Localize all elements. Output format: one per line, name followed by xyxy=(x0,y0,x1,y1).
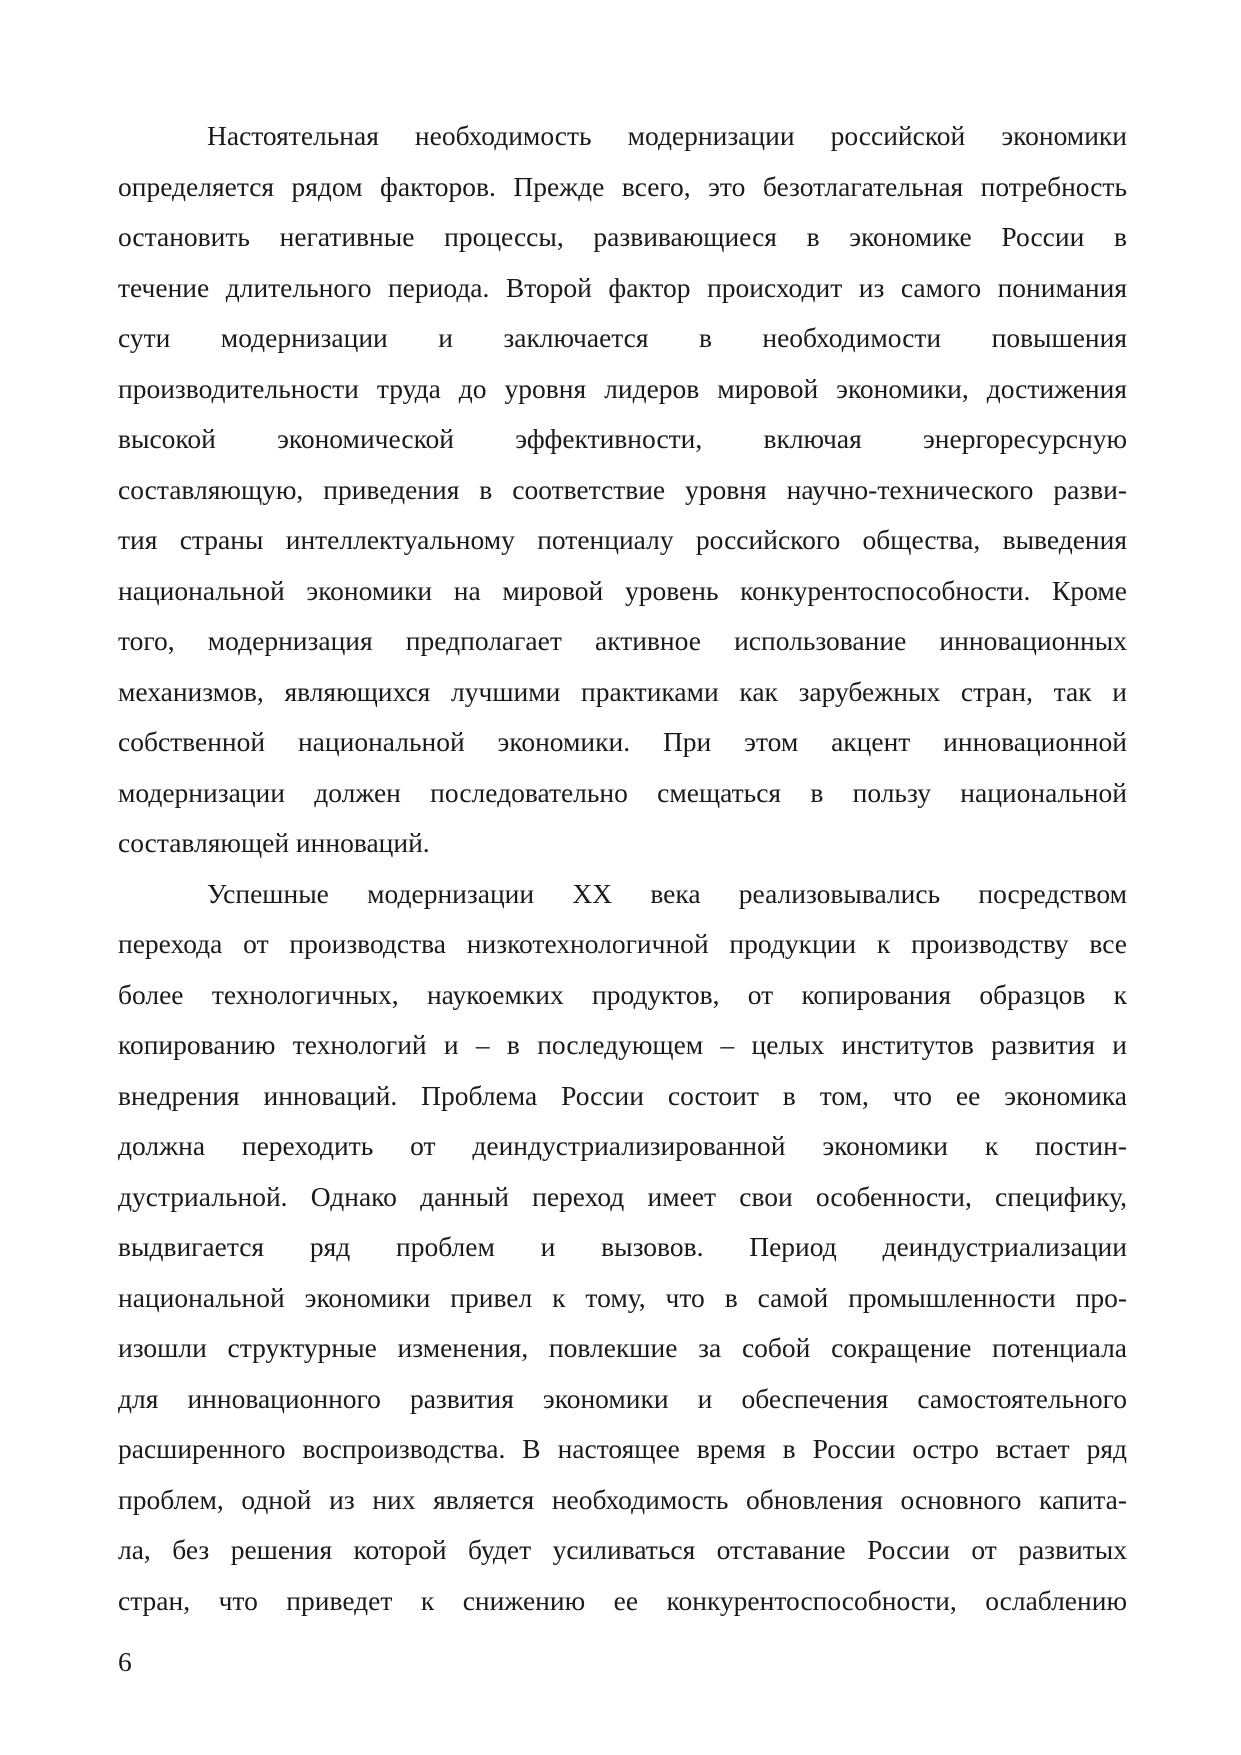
text-line: внедрения инноваций. Проблема России состоит в том, что ее экономика xyxy=(118,1079,1127,1111)
text-line: Настоятельная необходимость модернизации российской экономики xyxy=(207,120,1127,151)
text-line: составляющей инноваций. xyxy=(118,827,430,858)
text-line: высокой экономической эффективности, включая энергоресурсную xyxy=(118,423,1127,454)
text-line: расширенного воспроизводства. В настоящее время в России остро встает ряд xyxy=(118,1433,1127,1464)
text-line: выдвигается ряд проблем и вызовов. Период деиндустриализации xyxy=(118,1231,1127,1262)
body-text xyxy=(118,111,1127,1626)
text-line: течение длительного периода. Второй фактор происходит из самого понимания xyxy=(118,271,1127,303)
text-line: стран, что приведет к снижению ее конкурентоспособности, ослаблению xyxy=(118,1584,1127,1616)
text-line: перехода от производства низкотехнологичной продукции к производству все xyxy=(118,928,1127,959)
text-line: модернизации должен последовательно смещаться в пользу национальной xyxy=(118,776,1127,808)
text-line: составляющую, приведения в соответствие уровня научно-технического разви- xyxy=(118,473,1127,505)
page-number: 6 xyxy=(118,1646,132,1677)
text-line: производительности труда до уровня лидеров мировой экономики, достижения xyxy=(118,372,1127,404)
text-line: механизмов, являющихся лучшими практиками как зарубежных стран, так и xyxy=(118,675,1127,707)
text-line: того, модернизация предполагает активное использование инновационных xyxy=(118,625,1127,656)
text-line: более технологичных, наукоемких продуктов, от копирования образцов к xyxy=(118,978,1127,1010)
text-line: для инновационного развития экономики и обеспечения самостоятельного xyxy=(118,1382,1127,1414)
text-line: сути модернизации и заключается в необходимости повышения xyxy=(118,322,1127,353)
text-line: Успешные модернизации XX века реализовывались посредством xyxy=(207,877,1127,909)
text-line: дустриальной. Однако данный переход имеет свои особенности, специфику, xyxy=(118,1180,1127,1212)
text-line: национальной экономики на мировой уровень конкурентоспособности. Кроме xyxy=(118,574,1127,606)
text-line: определяется рядом факторов. Прежде всего, это безотлагательная потребность xyxy=(118,170,1127,202)
text-line: собственной национальной экономики. При этом акцент инновационной xyxy=(118,726,1127,757)
text-line: изошли структурные изменения, повлекшие за собой сокращение потенциала xyxy=(118,1332,1127,1363)
text-line: должна переходить от деиндустриализированной экономики к постин- xyxy=(118,1130,1127,1161)
text-line: остановить негативные процессы, развивающиеся в экономике России в xyxy=(118,221,1127,252)
text-line: ла, без решения которой будет усиливаться отставание России от развитых xyxy=(118,1534,1127,1565)
text-line: проблем, одной из них является необходимость обновления основного капита- xyxy=(118,1483,1127,1515)
text-line: тия страны интеллектуальному потенциалу российского общества, выведения xyxy=(118,524,1127,555)
text-line: копированию технологий и – в последующем – целых институтов развития и xyxy=(118,1029,1127,1060)
text-line: национальной экономики привел к тому, что в самой промышленности про- xyxy=(118,1281,1127,1313)
